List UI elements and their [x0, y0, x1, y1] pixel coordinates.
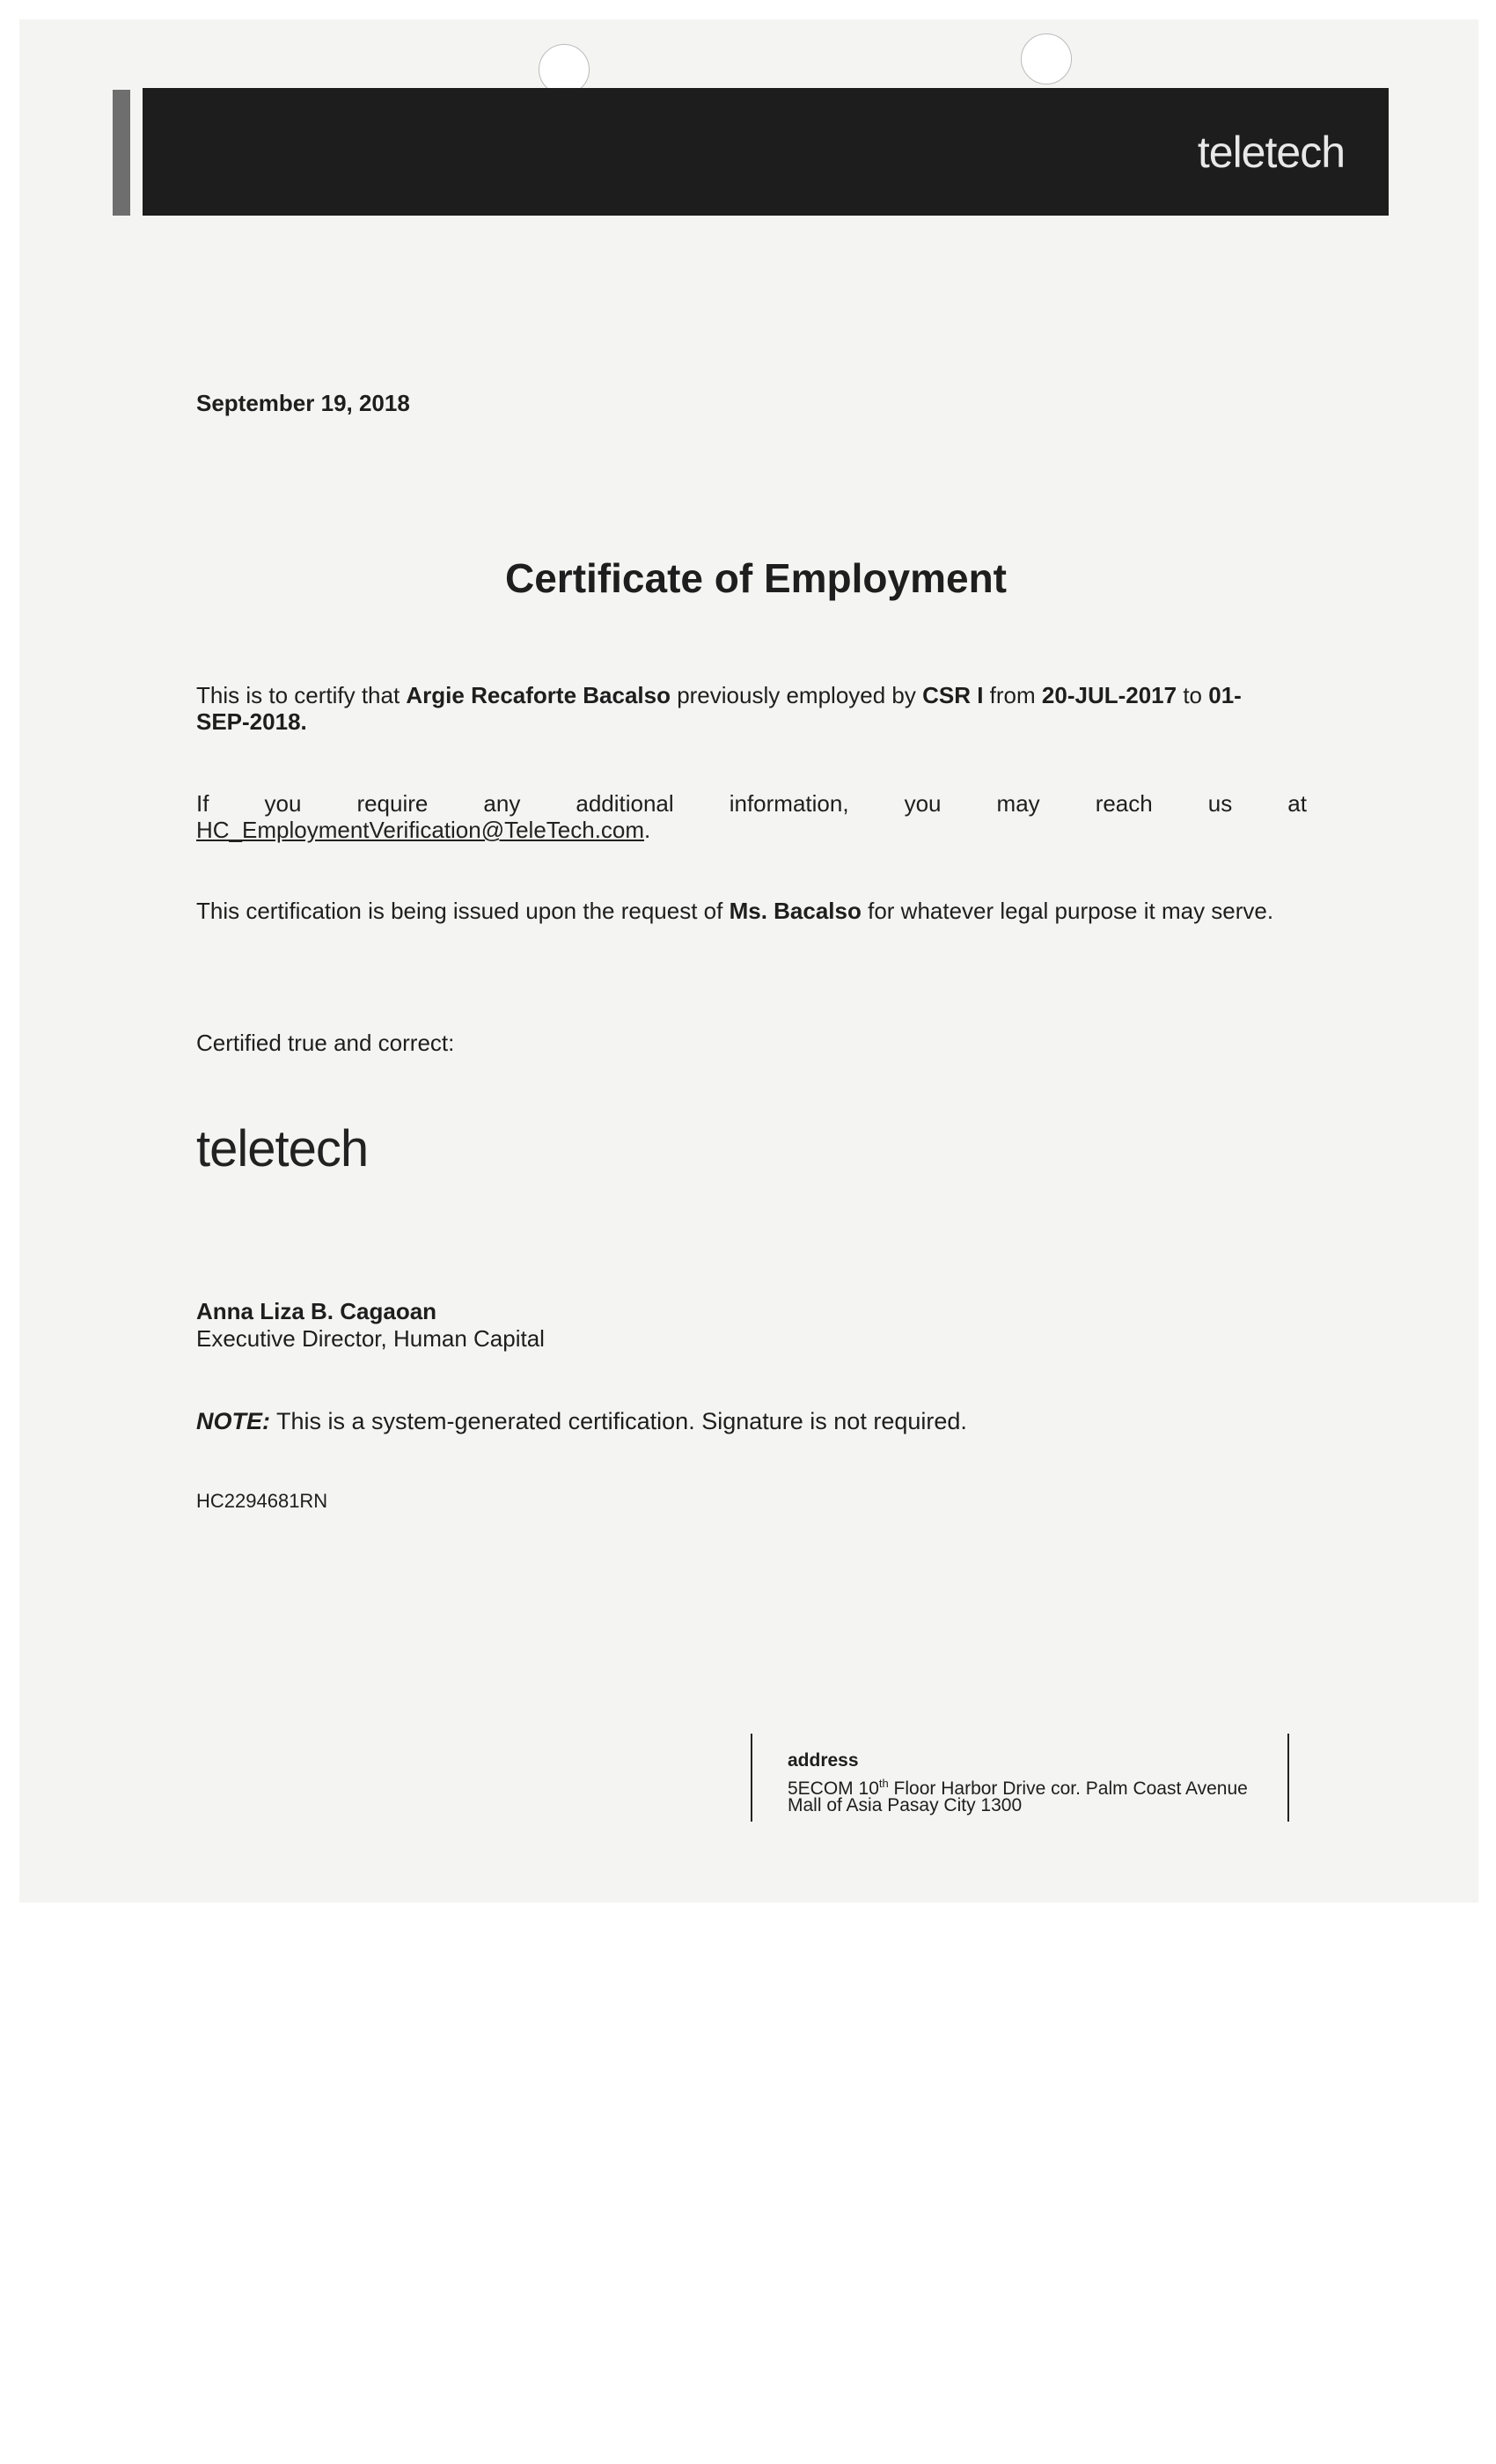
address-label: address [788, 1750, 859, 1771]
word: require [356, 790, 429, 817]
end-date: 01-SEP-2018 [196, 682, 1242, 735]
signatory-title: Executive Director, Human Capital [196, 1325, 545, 1352]
contact-paragraph: If you require any additional information, you may reach us at HC_EmploymentVerification@TeleTech.com. [196, 790, 1307, 843]
certified-label: Certified true and correct: [196, 1030, 455, 1056]
word: reach [1095, 790, 1153, 817]
word: may [996, 790, 1040, 817]
word: If [196, 790, 209, 817]
start-date: 20-JUL-2017 [1041, 682, 1177, 708]
word: information, [729, 790, 849, 817]
teletech-logo: teletech [196, 1120, 369, 1177]
paper [19, 19, 1478, 1903]
teletech-logo: teletech [1197, 128, 1345, 177]
position: CSR I [922, 682, 984, 708]
word: us [1207, 790, 1233, 817]
word: additional [576, 790, 674, 817]
address-line-2: Mall of Asia Pasay City 1300 [788, 1795, 1023, 1815]
signatory-name: Anna Liza B. Cagaoan [196, 1298, 437, 1324]
letter-date: September 19, 2018 [196, 390, 410, 416]
employee-name: Argie Recaforte Bacalso [406, 682, 671, 708]
email-link[interactable]: HC_EmploymentVerification@TeleTech.com [196, 817, 645, 843]
punch-hole [1021, 33, 1072, 84]
word: you [904, 790, 942, 817]
page-title: Certificate of Employment [505, 555, 1007, 601]
address-line-1: 5ECOM 10th Floor Harbor Drive cor. Palm Coast Avenue [788, 1777, 1248, 1799]
purpose-paragraph: This certification is being issued upon the request of Ms. Bacalso for whatever legal purpose it may serve. [196, 898, 1274, 924]
address-block [751, 1734, 1289, 1822]
header-accent-strip [113, 90, 130, 216]
word: at [1287, 790, 1307, 817]
reference-code: HC2294681RN [196, 1490, 328, 1512]
word: any [483, 790, 521, 817]
word: you [264, 790, 302, 817]
certification-paragraph: This is to certify that Argie Recaforte Bacalso previously employed by CSR I from 20-JUL-2017 to 01-SEP-2018. [196, 682, 1242, 735]
header-bar [143, 88, 1389, 216]
requester: Ms. Bacalso [729, 898, 862, 924]
note: NOTE: This is a system-generated certification. Signature is not required. [196, 1408, 967, 1434]
